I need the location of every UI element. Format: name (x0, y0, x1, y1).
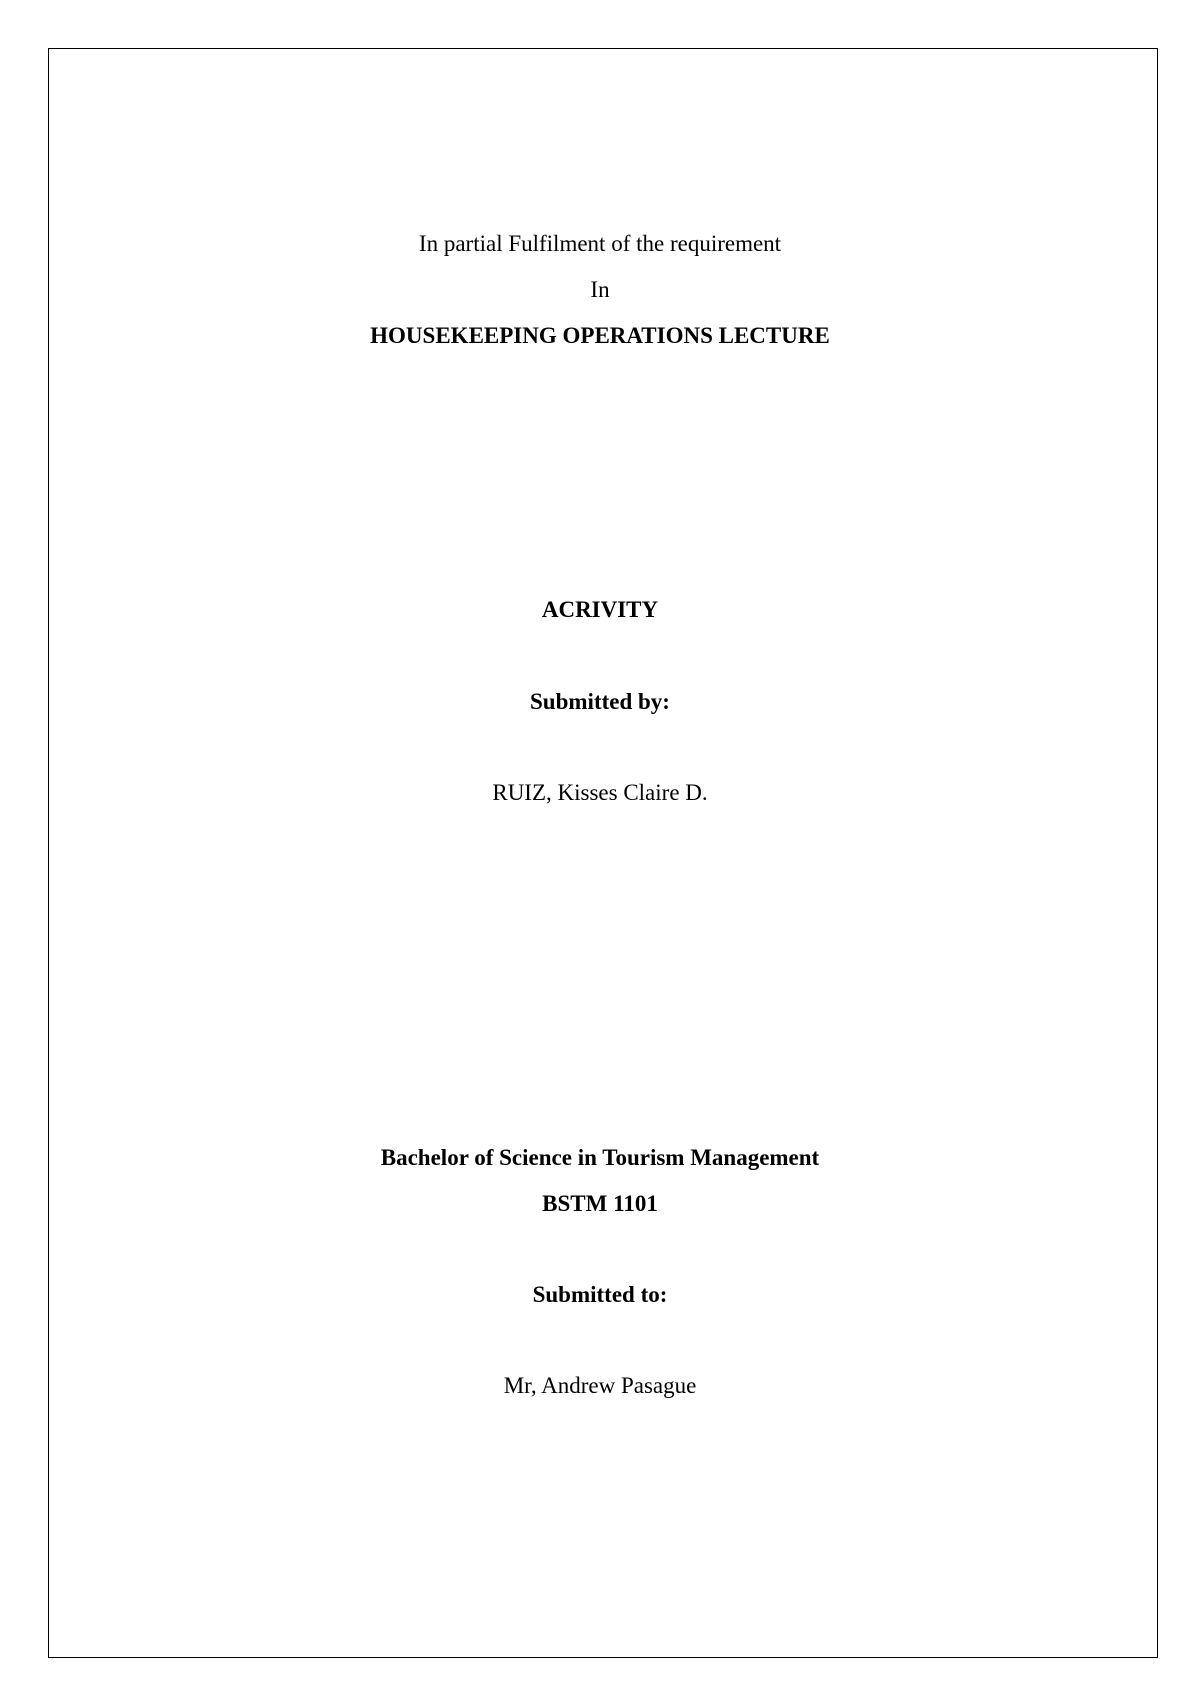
submitted-by-label: Submitted by: (530, 689, 670, 714)
course-title: HOUSEKEEPING OPERATIONS LECTURE (370, 323, 830, 348)
activity-title: ACRIVITY (541, 597, 659, 622)
program-name: Bachelor of Science in Tourism Management (380, 1145, 820, 1170)
student-name: RUIZ, Kisses Claire D. (492, 780, 708, 805)
in-line: In (590, 277, 610, 302)
section-code: BSTM 1101 (542, 1191, 658, 1216)
instructor-name: Mr, Andrew Pasague (503, 1373, 697, 1398)
requirement-line: In partial Fulfilment of the requirement (418, 231, 782, 256)
submitted-to-label: Submitted to: (532, 1282, 668, 1307)
